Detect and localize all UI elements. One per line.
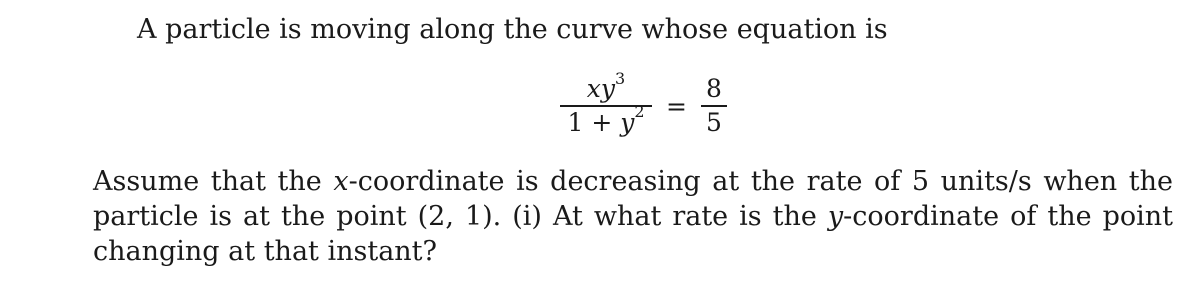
var-y: y [600,74,616,104]
equals-sign: = [666,91,687,121]
exponent-2: 2 [634,102,645,122]
statement-part-1: Assume that the [93,166,334,197]
var-x: x [586,74,601,104]
lhs-numerator [585,68,627,105]
exponent-3: 3 [615,68,626,88]
curve-equation [560,66,727,146]
var-x: x [333,166,349,197]
var-y: y [827,201,844,232]
problem-statement [93,164,1173,269]
statement-part-3: -coordinate of the point changing at that instant? [93,201,1173,267]
statement-part-2: -coordinate is decreasing at the rate of 5 units/s when the particle is at the point (2, 1). (i) At what rate is the [93,166,1173,232]
problem-intro: A particle is moving along the curve whose equation is [137,14,888,45]
rhs-denominator: 5 [706,107,722,137]
denominator-const: 1 + [567,107,621,137]
lhs-denominator [565,102,646,139]
rhs-numerator: 8 [706,74,722,104]
lhs-fraction [560,68,652,139]
rhs-fraction [701,73,727,139]
var-y: y [620,107,635,137]
